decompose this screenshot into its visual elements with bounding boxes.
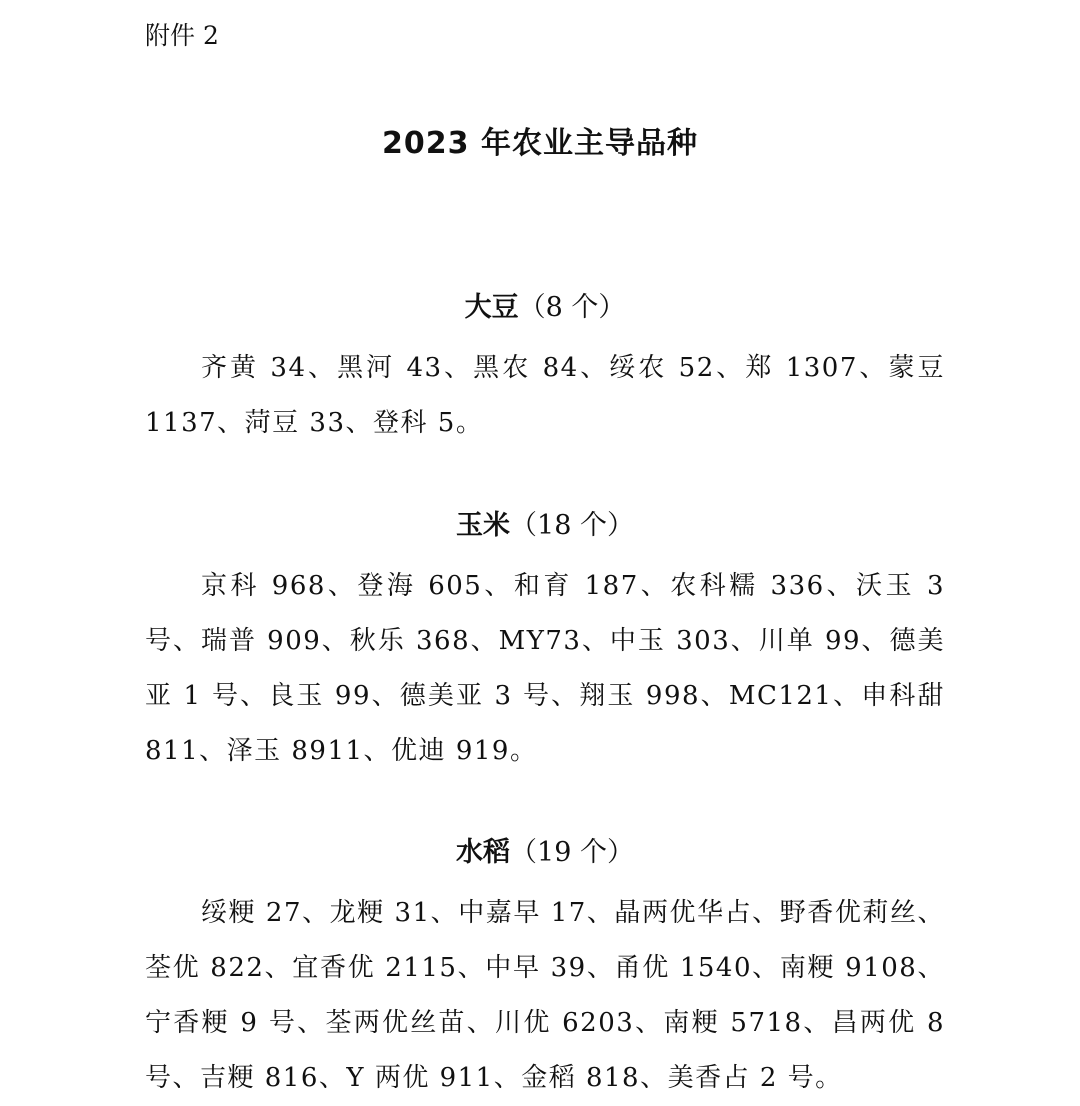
attachment-label: 附件 2 (145, 21, 219, 50)
section-name: 水稻 (456, 837, 511, 868)
variety-list: 京科 968、登海 605、和育 187、农科糯 336、沃玉 3 号、瑞普 909、秋乐 368、MY73、中玉 303、川单 99、德美亚 1 号、良玉 99、德美亚 3 号、翔玉 998、MC121、申科甜 811、泽玉 8911、优迪 919。 (145, 571, 945, 766)
section-rice (145, 833, 945, 1106)
document-title: 2023 年农业主导品种 (382, 126, 698, 161)
section-name: 玉米 (456, 510, 511, 541)
section-heading (145, 833, 945, 873)
section-count: （19 个） (510, 837, 634, 868)
section-soybean (145, 288, 945, 451)
section-corn (145, 506, 945, 779)
section-heading (145, 506, 945, 546)
variety-list: 齐黄 34、黑河 43、黑农 84、绥农 52、郑 1307、蒙豆 1137、菏豆 33、登科 5。 (145, 353, 945, 438)
section-name: 大豆 (464, 292, 519, 323)
section-count: （8 个） (518, 292, 626, 323)
section-count: （18 个） (510, 510, 634, 541)
section-heading (145, 288, 945, 328)
variety-list: 绥粳 27、龙粳 31、中嘉早 17、晶两优华占、野香优莉丝、荃优 822、宜香优 2115、中早 39、甬优 1540、南粳 9108、宁香粳 9 号、荃两优丝苗、川优 6203、南粳 5718、昌两优 8 号、吉粳 816、Y 两优 911、金稻 818、美香占 2 号。 (145, 898, 945, 1093)
